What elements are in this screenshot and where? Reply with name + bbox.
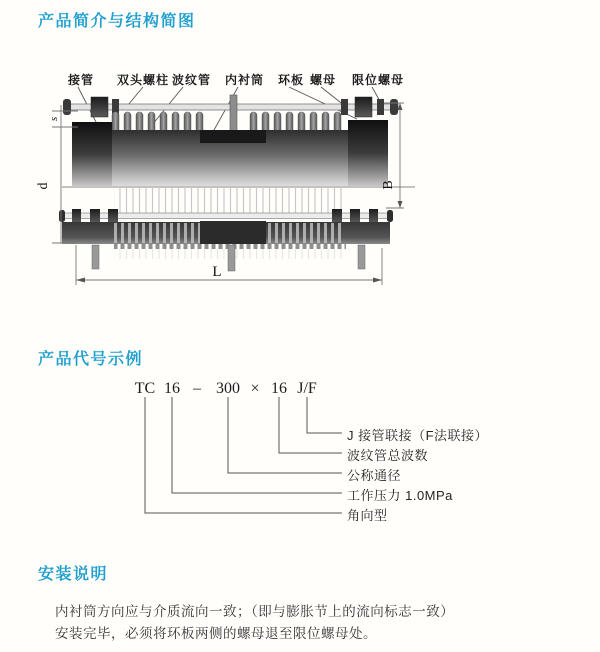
label-luomu: 螺母 bbox=[310, 73, 337, 87]
code-token-waves: 16 bbox=[271, 380, 287, 397]
dim-d: d bbox=[36, 182, 51, 190]
code-label-pressure: 工作压力 1.0MPa bbox=[347, 488, 453, 503]
code-token-type: TC bbox=[134, 380, 156, 397]
label-bowenguan: 波纹管 bbox=[172, 73, 212, 87]
code-token-pressure: 16 bbox=[164, 380, 180, 397]
code-label-type: 角向型 bbox=[347, 508, 388, 523]
label-huanban: 环板 bbox=[278, 73, 305, 87]
code-label-connection: J 接管联接（F法联接） bbox=[347, 428, 489, 443]
code-label-waves: 波纹管总波数 bbox=[347, 448, 429, 463]
intro-heading: 产品简介与结构简图 bbox=[38, 13, 196, 30]
dim-L: L bbox=[212, 264, 222, 280]
code-connector-lines bbox=[0, 396, 600, 526]
code-token-times: × bbox=[250, 380, 260, 397]
structure-diagram bbox=[0, 60, 600, 300]
code-token-conn: J/F bbox=[297, 380, 317, 397]
code-token-diameter: 300 bbox=[216, 380, 240, 397]
diagram-part-labels bbox=[67, 72, 404, 87]
dim-B: B bbox=[381, 180, 396, 190]
install-heading: 安装说明 bbox=[38, 566, 109, 583]
lower-half bbox=[59, 188, 393, 271]
label-xianweiluomu: 限位螺母 bbox=[352, 73, 405, 87]
install-line-2: 安装完毕，必须将环板两侧的螺母退至限位螺母处。 bbox=[55, 626, 377, 641]
install-line-1: 内衬筒方向应与介质流向一致；（即与膨胀节上的流向标志一致） bbox=[55, 604, 455, 619]
label-neichentong: 内衬筒 bbox=[225, 73, 265, 87]
label-shuangtou: 双头螺柱 bbox=[117, 73, 170, 87]
code-example-heading: 产品代号示例 bbox=[38, 351, 144, 368]
code-label-diameter: 公称通径 bbox=[347, 468, 402, 483]
dim-s: s bbox=[48, 116, 60, 122]
label-jieguan: 接管 bbox=[68, 73, 95, 87]
central-stud bbox=[230, 95, 237, 135]
code-token-dash: – bbox=[193, 380, 201, 397]
